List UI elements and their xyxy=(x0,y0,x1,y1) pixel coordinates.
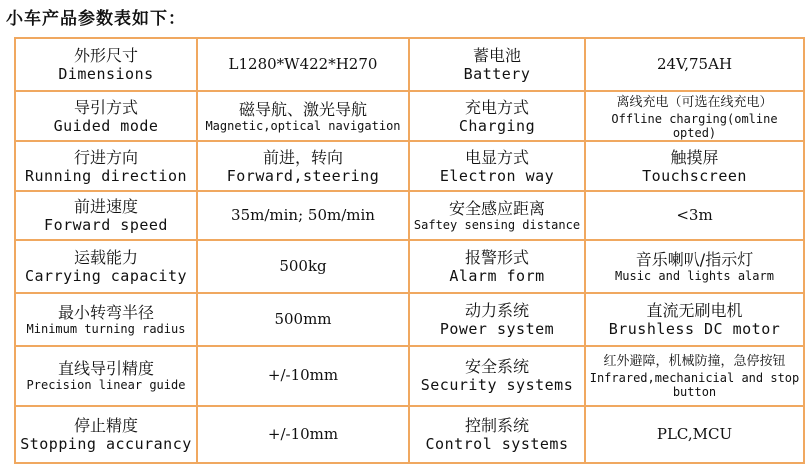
spec-label-en: Saftey sensing distance xyxy=(413,217,581,232)
spec-value-cell xyxy=(197,346,409,405)
spec-label-en: Control systems xyxy=(425,434,569,453)
spec-value-cell xyxy=(585,191,804,240)
spec-value-primary: 直流无刷电机 xyxy=(646,301,743,321)
spec-label-cell xyxy=(409,91,585,141)
spec-value-primary: 500mm xyxy=(274,310,332,329)
spec-label-zh: 电显方式 xyxy=(464,147,529,167)
spec-value-cell xyxy=(585,141,804,190)
spec-value-cell xyxy=(197,191,409,240)
spec-value-primary: L1280*W422*H270 xyxy=(228,55,378,74)
spec-value-cell xyxy=(585,406,804,463)
spec-label-cell xyxy=(15,191,197,240)
spec-value-primary: 35m/min; 50m/min xyxy=(231,205,375,224)
spec-label-cell xyxy=(409,406,585,463)
spec-label-cell xyxy=(15,38,197,91)
table-row xyxy=(15,191,804,240)
spec-value-en: Infrared,mechanicial and stop button xyxy=(589,371,800,400)
spec-value-en: Touchscreen xyxy=(642,166,747,185)
spec-value-cell xyxy=(585,346,804,405)
table-row xyxy=(15,141,804,190)
spec-value-en: Magnetic,optical navigation xyxy=(205,118,401,133)
table-row xyxy=(15,240,804,293)
spec-value-cell xyxy=(585,91,804,141)
spec-value-cell xyxy=(197,38,409,91)
spec-label-cell xyxy=(15,293,197,346)
spec-label-zh: 外形尺寸 xyxy=(73,46,138,66)
spec-value-cell xyxy=(585,38,804,91)
spec-label-en: Forward speed xyxy=(44,215,168,234)
spec-label-cell xyxy=(15,406,197,463)
spec-label-zh: 控制系统 xyxy=(464,415,529,435)
spec-value-primary: PLC,MCU xyxy=(656,424,733,443)
spec-label-zh: 安全系统 xyxy=(464,357,529,377)
spec-value-primary: 触摸屏 xyxy=(670,147,719,167)
spec-label-en: Electron way xyxy=(439,166,555,185)
spec-label-zh: 报警形式 xyxy=(464,247,529,267)
spec-label-cell xyxy=(15,346,197,405)
spec-value-primary: 磁导航、激光导航 xyxy=(238,99,367,119)
spec-label-zh: 安全感应距离 xyxy=(448,198,545,218)
spec-label-cell xyxy=(409,191,585,240)
spec-label-en: Dimensions xyxy=(58,65,154,84)
spec-label-zh: 动力系统 xyxy=(464,301,529,321)
spec-label-en: Power system xyxy=(439,320,555,339)
spec-value-cell xyxy=(197,293,409,346)
table-row xyxy=(15,91,804,141)
spec-value-cell xyxy=(197,406,409,463)
spec-value-primary: 离线充电（可选在线充电） xyxy=(616,94,773,110)
table-row xyxy=(15,38,804,91)
table-row xyxy=(15,293,804,346)
spec-label-zh: 行进方向 xyxy=(73,147,138,167)
spec-value-primary: +/-10mm xyxy=(267,366,339,385)
spec-value-primary: +/-10mm xyxy=(267,424,339,443)
spec-label-zh: 前进速度 xyxy=(73,196,138,216)
table-row xyxy=(15,346,804,405)
spec-label-en: Charging xyxy=(458,116,536,135)
spec-label-zh: 停止精度 xyxy=(73,415,138,435)
spec-label-zh: 最小转弯半径 xyxy=(57,303,154,323)
spec-label-en: Minimum turning radius xyxy=(26,322,186,337)
spec-label-cell xyxy=(409,38,585,91)
spec-value-cell xyxy=(585,240,804,293)
spec-value-cell xyxy=(197,240,409,293)
page-title: 小车产品参数表如下： xyxy=(6,9,186,29)
spec-label-cell xyxy=(409,141,585,190)
spec-value-cell xyxy=(585,293,804,346)
spec-table xyxy=(14,37,805,464)
spec-value-cell xyxy=(197,91,409,141)
spec-value-en: Music and lights alarm xyxy=(615,268,774,283)
spec-value-primary: <3m xyxy=(676,205,713,224)
spec-label-en: Precision linear guide xyxy=(26,378,186,393)
spec-label-zh: 导引方式 xyxy=(73,97,138,117)
spec-value-en: Brushless DC motor xyxy=(608,320,781,339)
spec-label-en: Alarm form xyxy=(449,266,545,285)
spec-label-zh: 充电方式 xyxy=(464,97,529,117)
spec-label-en: Security systems xyxy=(420,376,574,395)
spec-value-cell xyxy=(197,141,409,190)
spec-label-cell xyxy=(409,240,585,293)
spec-label-zh: 蓄电池 xyxy=(472,46,521,66)
spec-value-primary: 红外避障，机械防撞，急停按钮 xyxy=(603,354,786,370)
spec-label-cell xyxy=(15,240,197,293)
spec-value-primary: 24V,75AH xyxy=(656,55,733,74)
spec-label-en: Stopping accurancy xyxy=(20,434,192,453)
spec-label-zh: 运载能力 xyxy=(73,247,138,267)
table-row xyxy=(15,406,804,463)
spec-value-primary: 音乐喇叭/指示灯 xyxy=(635,249,754,269)
spec-label-en: Carrying capacity xyxy=(24,266,188,285)
spec-label-en: Battery xyxy=(463,65,531,84)
spec-label-cell xyxy=(15,91,197,141)
spec-label-zh: 直线导引精度 xyxy=(57,359,154,379)
spec-label-cell xyxy=(409,293,585,346)
spec-label-en: Guided mode xyxy=(53,116,159,135)
spec-value-en: Forward,steering xyxy=(226,166,380,185)
spec-value-primary: 前进，转向 xyxy=(262,147,343,167)
spec-value-en: Offline charging(omline opted) xyxy=(611,111,778,140)
spec-label-en: Running direction xyxy=(24,166,188,185)
spec-value-primary: 500kg xyxy=(279,256,327,275)
spec-label-cell xyxy=(409,346,585,405)
spec-label-cell xyxy=(15,141,197,190)
